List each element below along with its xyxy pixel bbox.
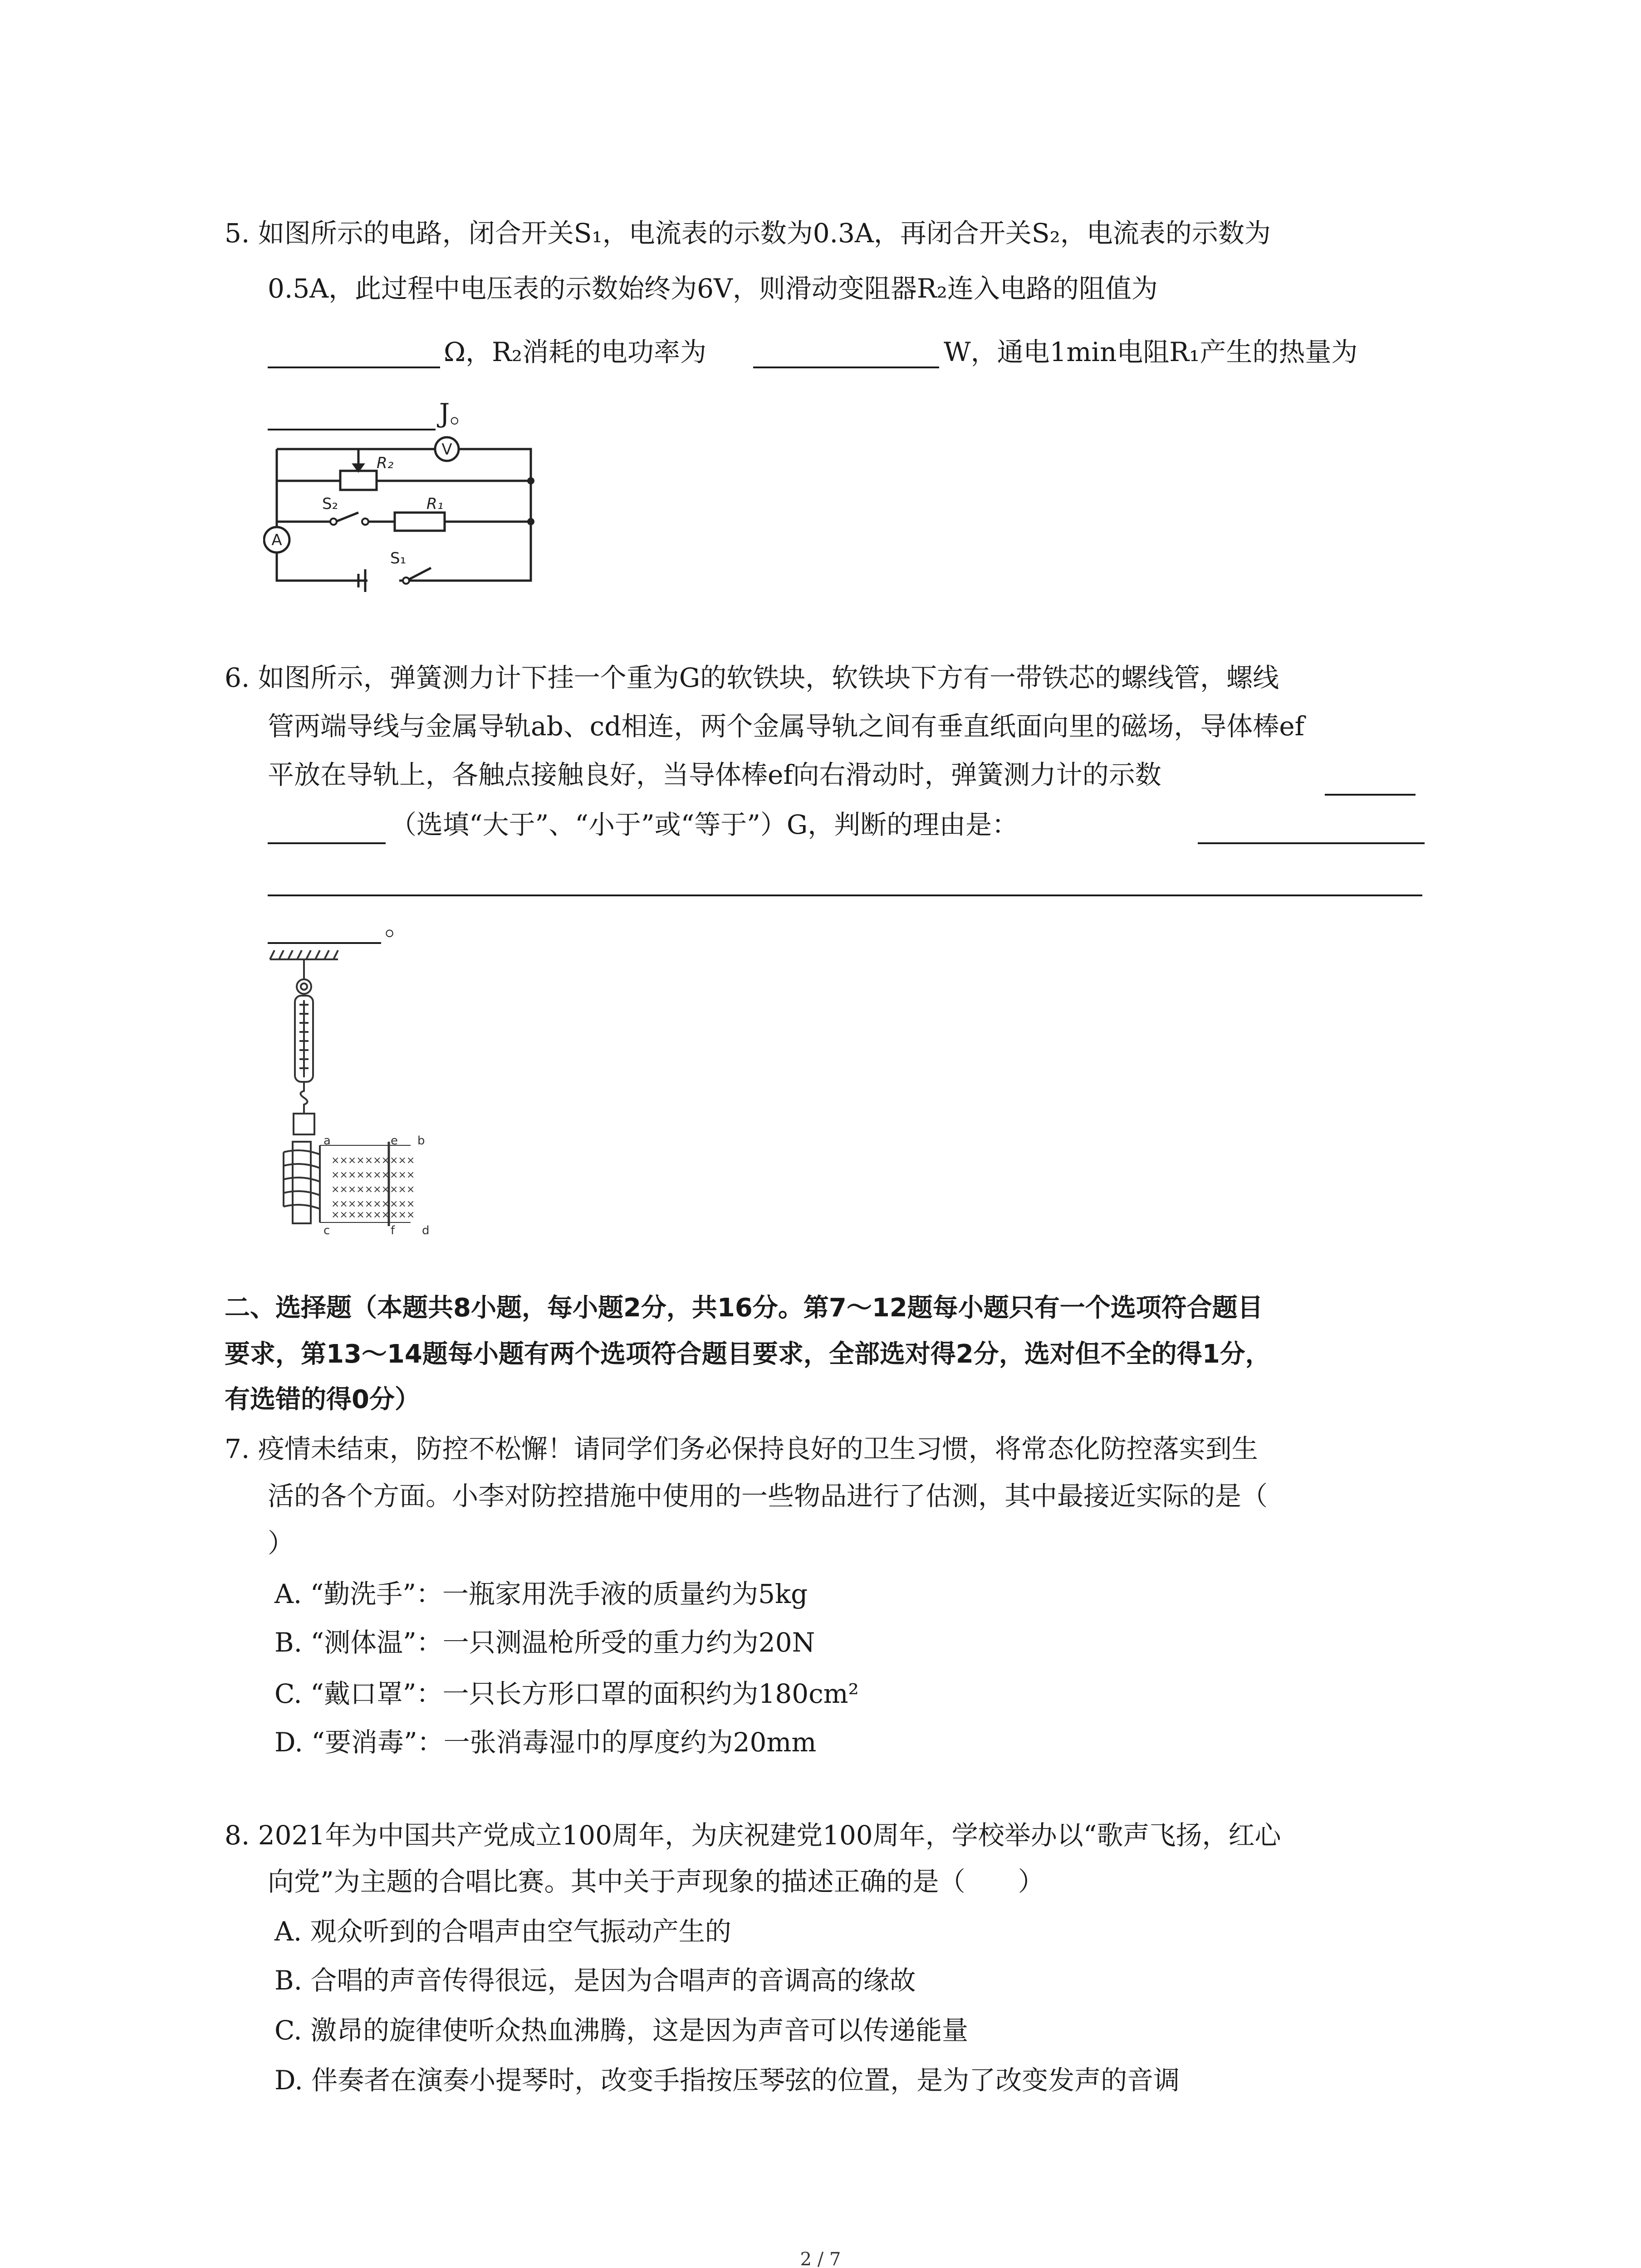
- q8-option-c[interactable]: C. 激昂的旋律使听众热血沸腾，这是因为声音可以传递能量: [274, 2015, 969, 2046]
- q7-line-2: 活的各个方面。小李对防控措施中使用的一些物品进行了估测，其中最接近实际的是（: [268, 1481, 1268, 1511]
- q5-blank-3[interactable]: [268, 429, 436, 430]
- field-row-5: ××××××××××: [331, 1209, 415, 1221]
- q6-blank-2c[interactable]: [268, 942, 381, 944]
- q7-option-c[interactable]: C. “戴口罩”：一只长方形口罩的面积约为180cm²: [274, 1678, 859, 1709]
- q8-line-1: 8. 2021年为中国共产党成立100周年，为庆祝建党100周年，学校举办以“歌声飞扬，红心: [225, 1820, 1281, 1851]
- q5-line-4: J。: [439, 398, 476, 429]
- r2-label: R₂: [377, 454, 394, 472]
- q7-option-b[interactable]: B. “测体温”：一只测温枪所受的重力约为20N: [274, 1627, 815, 1658]
- q5-line-3a: Ω，R₂消耗的电功率为: [444, 337, 707, 367]
- q5-blank-1[interactable]: [268, 367, 440, 368]
- page-number: 2 / 7: [800, 2249, 841, 2268]
- q6-blank-2b[interactable]: [268, 894, 1422, 896]
- voltmeter-label: V: [441, 440, 452, 459]
- q5-line-1: 5. 如图所示的电路，闭合开关S₁，电流表的示数为0.3A，再闭合开关S₂，电流表的示数为: [225, 218, 1271, 249]
- section-2-heading-line-1: 二、选择题（本题共8小题，每小题2分，共16分。第7～12题每小题只有一个选项符合题目: [225, 1293, 1263, 1323]
- q8-option-a[interactable]: A. 观众听到的合唱声由空气振动产生的: [274, 1916, 731, 1947]
- q6-line-2: 管两端导线与金属导轨ab、cd相连，两个金属导轨之间有垂直纸面向里的磁场，导体棒ef: [268, 711, 1305, 742]
- q7-line-1: 7. 疫情未结束，防控不松懈！请同学们务必保持良好的卫生习惯，将常态化防控落实到生: [225, 1433, 1258, 1464]
- label-f: f: [391, 1224, 395, 1236]
- label-b: b: [417, 1134, 425, 1148]
- r1-label: R₁: [426, 495, 444, 513]
- q7-line-3: ）: [268, 1528, 294, 1559]
- s1-label: S₁: [390, 549, 407, 567]
- q6-blank-1a[interactable]: [1325, 794, 1416, 796]
- label-d: d: [422, 1224, 430, 1236]
- q6-spring-solenoid-diagram: [265, 946, 456, 1236]
- q5-line-3b: W，通电1min电阻R₁产生的热量为: [944, 337, 1358, 367]
- q7-option-d[interactable]: D. “要消毒”：一张消毒湿巾的厚度约为20mm: [274, 1727, 817, 1758]
- field-row-1: ××××××××××: [331, 1155, 415, 1166]
- q5-line-2: 0.5A，此过程中电压表的示数始终为6V，则滑动变阻器R₂连入电路的阻值为: [268, 273, 1158, 304]
- q8-option-d[interactable]: D. 伴奏者在演奏小提琴时，改变手指按压琴弦的位置，是为了改变发声的音调: [274, 2065, 1180, 2096]
- q6-blank-1b[interactable]: [268, 842, 386, 844]
- q8-option-b[interactable]: B. 合唱的声音传得很远，是因为合唱声的音调高的缘故: [274, 1965, 916, 1996]
- q8-line-2: 向党”为主题的合唱比赛。其中关于声现象的描述正确的是（ ）: [268, 1866, 1044, 1897]
- q5-blank-2[interactable]: [753, 367, 939, 368]
- field-row-2: ××××××××××: [331, 1169, 415, 1181]
- q6-line-3: 平放在导轨上，各触点接触良好，当导体棒ef向右滑动时，弹簧测力计的示数: [268, 759, 1161, 790]
- label-a: a: [323, 1134, 331, 1148]
- s2-label: S₂: [322, 495, 338, 513]
- section-2-heading-line-2: 要求，第13～14题每小题有两个选项符合题目要求，全部选对得2分，选对但不全的得1分，: [225, 1339, 1271, 1369]
- field-row-4: ××××××××××: [331, 1198, 415, 1210]
- label-e: e: [391, 1134, 398, 1148]
- q5-circuit-diagram: [263, 431, 544, 594]
- q6-line-4: （选填“大于”、“小于”或“等于”）G，判断的理由是：: [390, 809, 1019, 840]
- q7-option-a[interactable]: A. “勤洗手”：一瓶家用洗手液的质量约为5kg: [274, 1579, 808, 1609]
- q6-line-6: 。: [385, 910, 411, 941]
- section-2-heading-line-3: 有选错的得0分）: [225, 1385, 420, 1414]
- q6-line-1: 6. 如图所示，弹簧测力计下挂一个重为G的软铁块，软铁块下方有一带铁芯的螺线管，螺线: [225, 662, 1279, 693]
- label-c: c: [323, 1224, 330, 1236]
- field-row-3: ××××××××××: [331, 1184, 415, 1195]
- q6-blank-2a[interactable]: [1198, 842, 1425, 844]
- ammeter-label: A: [271, 531, 282, 549]
